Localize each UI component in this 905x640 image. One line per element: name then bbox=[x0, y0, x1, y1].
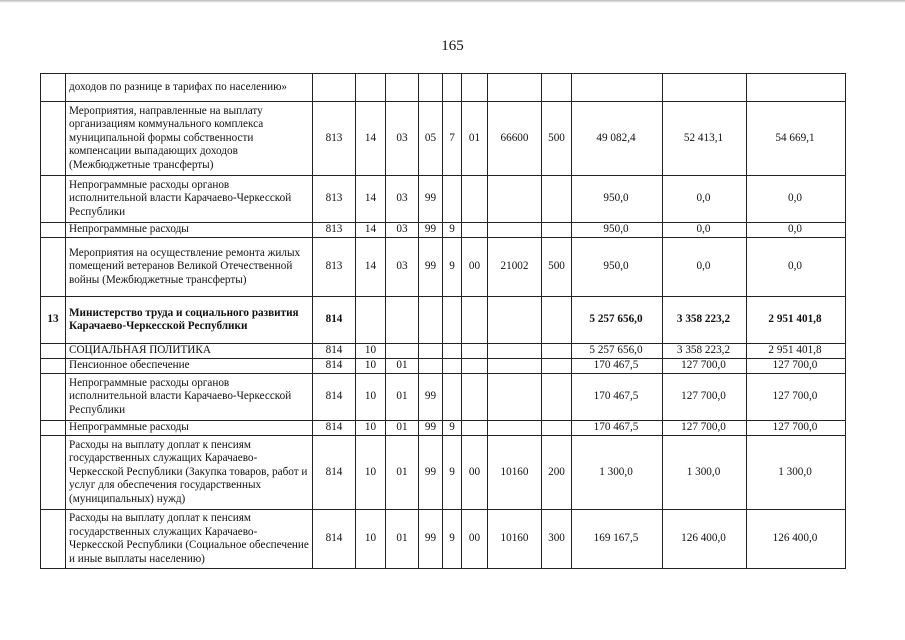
cell-csr-2 bbox=[443, 176, 462, 223]
cell-pr bbox=[386, 297, 419, 344]
cell-amount-1: 1 300,0 bbox=[572, 436, 663, 510]
cell-csr-4 bbox=[488, 359, 542, 374]
cell-csr-4 bbox=[488, 297, 542, 344]
cell-csr-1: 99 bbox=[419, 436, 443, 510]
cell-csr-3 bbox=[462, 176, 488, 223]
cell-rz: 10 bbox=[356, 510, 386, 569]
cell-csr-2: 9 bbox=[443, 510, 462, 569]
table-row bbox=[41, 297, 846, 344]
cell-amount-3: 54 669,1 bbox=[747, 102, 846, 176]
cell-amount-1: 170 467,5 bbox=[572, 374, 663, 421]
cell-ved: 814 bbox=[313, 436, 356, 510]
cell-csr-2: 9 bbox=[443, 223, 462, 238]
cell-ved: 814 bbox=[313, 421, 356, 436]
cell-amount-2: 127 700,0 bbox=[663, 359, 747, 374]
cell-csr-4 bbox=[488, 421, 542, 436]
cell-ved: 813 bbox=[313, 223, 356, 238]
cell-ved: 814 bbox=[313, 374, 356, 421]
cell-csr-3: 00 bbox=[462, 510, 488, 569]
cell-pr: 03 bbox=[386, 176, 419, 223]
cell-csr-2: 9 bbox=[443, 238, 462, 297]
cell-amount-1: 950,0 bbox=[572, 223, 663, 238]
cell-pr: 03 bbox=[386, 102, 419, 176]
row-number bbox=[41, 510, 66, 569]
table-row bbox=[41, 74, 846, 102]
cell-csr-3 bbox=[462, 421, 488, 436]
cell-csr-1: 99 bbox=[419, 421, 443, 436]
row-description: Расходы на выплату доплат к пенсиям государственных служащих Карачаево-Черкесской Республики (Социальное обеспечение и иные выплаты населению) bbox=[66, 510, 313, 569]
table-row bbox=[41, 223, 846, 238]
row-number bbox=[41, 176, 66, 223]
cell-pr: 01 bbox=[386, 359, 419, 374]
cell-csr-3: 00 bbox=[462, 436, 488, 510]
row-number bbox=[41, 223, 66, 238]
cell-csr-2 bbox=[443, 297, 462, 344]
cell-pr: 01 bbox=[386, 421, 419, 436]
cell-amount-3: 127 700,0 bbox=[747, 359, 846, 374]
cell-rz bbox=[356, 74, 386, 102]
cell-rz: 10 bbox=[356, 374, 386, 421]
cell-amount-3 bbox=[747, 74, 846, 102]
cell-amount-2: 126 400,0 bbox=[663, 510, 747, 569]
table-row bbox=[41, 359, 846, 374]
cell-amount-1: 49 082,4 bbox=[572, 102, 663, 176]
cell-vr bbox=[542, 359, 572, 374]
cell-amount-1: 169 167,5 bbox=[572, 510, 663, 569]
cell-csr-3 bbox=[462, 74, 488, 102]
cell-amount-2: 0,0 bbox=[663, 238, 747, 297]
cell-vr bbox=[542, 374, 572, 421]
cell-pr: 01 bbox=[386, 510, 419, 569]
cell-amount-2: 3 358 223,2 bbox=[663, 344, 747, 359]
cell-rz: 14 bbox=[356, 223, 386, 238]
cell-amount-2: 127 700,0 bbox=[663, 374, 747, 421]
cell-amount-1: 950,0 bbox=[572, 176, 663, 223]
cell-vr: 200 bbox=[542, 436, 572, 510]
cell-amount-2: 52 413,1 bbox=[663, 102, 747, 176]
cell-csr-3: 01 bbox=[462, 102, 488, 176]
scan-edge bbox=[0, 0, 905, 3]
table-row bbox=[41, 374, 846, 421]
row-number bbox=[41, 421, 66, 436]
table-row bbox=[41, 510, 846, 569]
cell-csr-1: 99 bbox=[419, 510, 443, 569]
cell-csr-4: 21002 bbox=[488, 238, 542, 297]
cell-csr-4: 66600 bbox=[488, 102, 542, 176]
cell-vr bbox=[542, 344, 572, 359]
cell-rz: 10 bbox=[356, 344, 386, 359]
cell-csr-3: 00 bbox=[462, 238, 488, 297]
cell-csr-4 bbox=[488, 176, 542, 223]
cell-csr-2: 7 bbox=[443, 102, 462, 176]
cell-vr: 300 bbox=[542, 510, 572, 569]
row-description: Мероприятия, направленные на выплату организациям коммунального комплекса муниципальной формы собственности компенсации выпадающих доходов (Межбюджетные трансферты) bbox=[66, 102, 313, 176]
cell-amount-1: 170 467,5 bbox=[572, 421, 663, 436]
row-description: доходов по разнице в тарифах по населению» bbox=[66, 74, 313, 102]
cell-amount-2: 1 300,0 bbox=[663, 436, 747, 510]
cell-csr-2: 9 bbox=[443, 436, 462, 510]
cell-vr bbox=[542, 421, 572, 436]
page-number: 165 bbox=[441, 38, 464, 54]
cell-pr: 03 bbox=[386, 238, 419, 297]
cell-vr bbox=[542, 74, 572, 102]
cell-vr bbox=[542, 176, 572, 223]
cell-amount-1: 170 467,5 bbox=[572, 359, 663, 374]
cell-csr-2 bbox=[443, 374, 462, 421]
cell-ved: 813 bbox=[313, 102, 356, 176]
cell-csr-1 bbox=[419, 297, 443, 344]
cell-vr: 500 bbox=[542, 238, 572, 297]
cell-rz: 14 bbox=[356, 176, 386, 223]
cell-csr-4 bbox=[488, 74, 542, 102]
cell-amount-3: 0,0 bbox=[747, 238, 846, 297]
table-row bbox=[41, 238, 846, 297]
cell-rz: 14 bbox=[356, 238, 386, 297]
cell-amount-3: 2 951 401,8 bbox=[747, 297, 846, 344]
row-description: Расходы на выплату доплат к пенсиям государственных служащих Карачаево-Черкесской Республики (Закупка товаров, работ и услуг для обеспечения государственных (муниципальных) нужд) bbox=[66, 436, 313, 510]
cell-ved bbox=[313, 74, 356, 102]
cell-amount-1: 5 257 656,0 bbox=[572, 297, 663, 344]
row-description: Непрограммные расходы органов исполнительной власти Карачаево-Черкесской Республики bbox=[66, 374, 313, 421]
row-description: Непрограммные расходы органов исполнительной власти Карачаево-Черкесской Республики bbox=[66, 176, 313, 223]
cell-rz: 10 bbox=[356, 436, 386, 510]
cell-amount-1: 950,0 bbox=[572, 238, 663, 297]
cell-csr-1: 99 bbox=[419, 374, 443, 421]
cell-csr-4 bbox=[488, 344, 542, 359]
cell-pr: 01 bbox=[386, 374, 419, 421]
table-row bbox=[41, 102, 846, 176]
cell-csr-2 bbox=[443, 344, 462, 359]
table-row bbox=[41, 421, 846, 436]
budget-table bbox=[40, 73, 846, 569]
cell-csr-1 bbox=[419, 344, 443, 359]
cell-csr-1: 05 bbox=[419, 102, 443, 176]
cell-csr-1 bbox=[419, 359, 443, 374]
cell-amount-2: 0,0 bbox=[663, 223, 747, 238]
cell-csr-2 bbox=[443, 359, 462, 374]
cell-amount-2 bbox=[663, 74, 747, 102]
cell-ved: 814 bbox=[313, 344, 356, 359]
cell-amount-3: 2 951 401,8 bbox=[747, 344, 846, 359]
cell-csr-3 bbox=[462, 344, 488, 359]
cell-pr bbox=[386, 74, 419, 102]
cell-pr bbox=[386, 344, 419, 359]
cell-csr-1: 99 bbox=[419, 223, 443, 238]
row-number bbox=[41, 238, 66, 297]
cell-amount-3: 127 700,0 bbox=[747, 374, 846, 421]
cell-rz: 10 bbox=[356, 359, 386, 374]
cell-csr-1 bbox=[419, 74, 443, 102]
row-description: СОЦИАЛЬНАЯ ПОЛИТИКА bbox=[66, 344, 313, 359]
cell-ved: 814 bbox=[313, 297, 356, 344]
cell-amount-3: 0,0 bbox=[747, 176, 846, 223]
row-number bbox=[41, 74, 66, 102]
cell-ved: 813 bbox=[313, 238, 356, 297]
cell-amount-3: 1 300,0 bbox=[747, 436, 846, 510]
row-number bbox=[41, 374, 66, 421]
cell-amount-1 bbox=[572, 74, 663, 102]
row-number bbox=[41, 344, 66, 359]
cell-rz bbox=[356, 297, 386, 344]
row-description: Мероприятия на осуществление ремонта жилых помещений ветеранов Великой Отечественной войны (Межбюджетные трансферты) bbox=[66, 238, 313, 297]
row-number bbox=[41, 359, 66, 374]
cell-amount-1: 5 257 656,0 bbox=[572, 344, 663, 359]
cell-csr-4: 10160 bbox=[488, 510, 542, 569]
cell-csr-2: 9 bbox=[443, 421, 462, 436]
row-description: Непрограммные расходы bbox=[66, 223, 313, 238]
cell-ved: 813 bbox=[313, 176, 356, 223]
cell-rz: 10 bbox=[356, 421, 386, 436]
cell-csr-3 bbox=[462, 359, 488, 374]
row-description: Министерство труда и социального развития Карачаево-Черкесской Республики bbox=[66, 297, 313, 344]
cell-vr bbox=[542, 297, 572, 344]
row-number bbox=[41, 102, 66, 176]
row-number: 13 bbox=[41, 297, 66, 344]
cell-csr-3 bbox=[462, 297, 488, 344]
cell-ved: 814 bbox=[313, 510, 356, 569]
cell-amount-3: 0,0 bbox=[747, 223, 846, 238]
cell-csr-2 bbox=[443, 74, 462, 102]
cell-csr-4 bbox=[488, 374, 542, 421]
cell-vr: 500 bbox=[542, 102, 572, 176]
cell-csr-1: 99 bbox=[419, 238, 443, 297]
cell-amount-3: 126 400,0 bbox=[747, 510, 846, 569]
cell-amount-2: 0,0 bbox=[663, 176, 747, 223]
cell-vr bbox=[542, 223, 572, 238]
cell-csr-3 bbox=[462, 374, 488, 421]
cell-csr-4: 10160 bbox=[488, 436, 542, 510]
cell-amount-2: 3 358 223,2 bbox=[663, 297, 747, 344]
cell-amount-2: 127 700,0 bbox=[663, 421, 747, 436]
cell-csr-4 bbox=[488, 223, 542, 238]
table-row bbox=[41, 344, 846, 359]
row-description: Пенсионное обеспечение bbox=[66, 359, 313, 374]
cell-rz: 14 bbox=[356, 102, 386, 176]
cell-pr: 03 bbox=[386, 223, 419, 238]
table-row bbox=[41, 436, 846, 510]
cell-csr-3 bbox=[462, 223, 488, 238]
table-row bbox=[41, 176, 846, 223]
row-number bbox=[41, 436, 66, 510]
cell-ved: 814 bbox=[313, 359, 356, 374]
cell-csr-1: 99 bbox=[419, 176, 443, 223]
cell-pr: 01 bbox=[386, 436, 419, 510]
row-description: Непрограммные расходы bbox=[66, 421, 313, 436]
cell-amount-3: 127 700,0 bbox=[747, 421, 846, 436]
